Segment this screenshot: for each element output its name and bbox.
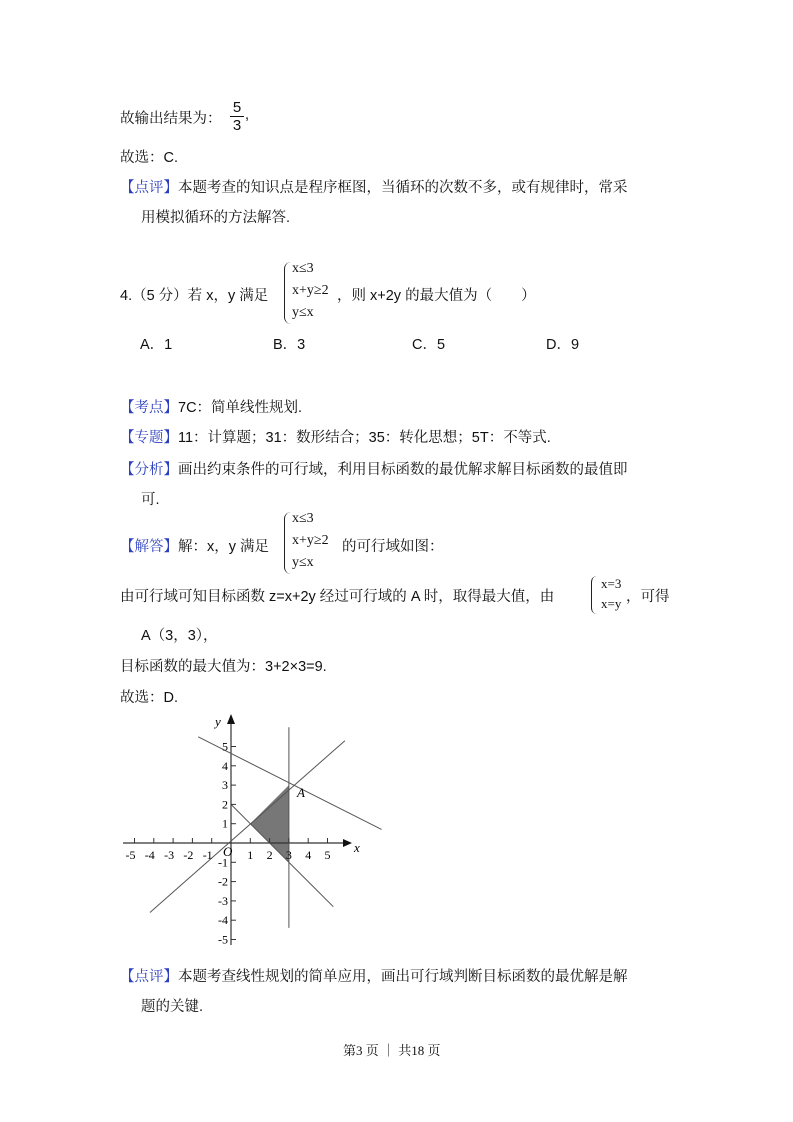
question-4-suffix: ，则 x+2y 的最大值为（ ） (337, 288, 536, 304)
x-axis-label: x (354, 840, 360, 855)
tag: 【点评】 (120, 969, 178, 985)
text: 7C：简单线性规划. (178, 400, 303, 416)
equation: x=3 (601, 576, 622, 591)
x-tick-label: 5 (324, 848, 331, 862)
x-tick-label: -5 (125, 848, 136, 862)
equation: x=y (601, 596, 622, 611)
x-tick-label: 1 (247, 848, 254, 862)
tag: 【解答】 (120, 539, 178, 555)
option-d: D．9 (546, 337, 580, 353)
origin-label: O (223, 844, 233, 859)
page-footer: 第3 页 ｜ 共18 页 (343, 1043, 441, 1058)
text: ，可得 (626, 589, 670, 605)
text: 本题考查线性规划的简单应用，画出可行域判断目标函数的最优解是解 (178, 969, 628, 985)
constraint: x≤3 (292, 511, 314, 526)
option-b: B．3 (273, 337, 306, 353)
denominator: 3 (230, 116, 244, 134)
y-tick-label: -3 (218, 893, 228, 908)
text: 题的关键. (141, 999, 204, 1015)
constraint: x+y≥2 (292, 533, 329, 548)
constraint: x+y≥2 (292, 283, 329, 298)
text: 画出约束条件的可行域，利用目标函数的最优解求解目标函数的最值即 (178, 462, 628, 478)
y-tick-label: 2 (222, 797, 228, 812)
choose-c: 故选：C. (120, 150, 178, 166)
text: A（3，3）， (141, 628, 218, 644)
comment-tag: 【点评】 (120, 180, 178, 196)
comma: , (245, 107, 250, 123)
text: 11：计算题；31：数形结合；35：转化思想；5T：不等式. (178, 430, 551, 446)
constraint: y≤x (292, 555, 314, 570)
y-tick-label: -1 (218, 855, 228, 870)
y-tick-label: 4 (222, 758, 228, 773)
numerator: 5 (232, 99, 242, 116)
y-tick-label: 5 (222, 739, 228, 754)
constraint: y≤x (292, 305, 314, 320)
constraint: x≤3 (292, 261, 314, 276)
comment-text-2: 用模拟循环的方法解答. (141, 210, 291, 226)
y-tick-label: -5 (218, 932, 228, 947)
x-tick-label: -3 (164, 848, 175, 862)
x-tick-label: -2 (183, 848, 194, 862)
y-tick-label: -2 (218, 874, 228, 889)
y-arrow-icon (227, 714, 235, 724)
text: 由可行域可知目标函数 z=x+2y 经过可行域的 A 时，取得最大值，由 (120, 589, 555, 605)
x-tick-label: 2 (266, 848, 273, 862)
text: 可. (141, 492, 160, 508)
text: 目标函数的最大值为：3+2×3=9. (120, 659, 327, 675)
option-a: A．1 (140, 337, 173, 353)
text: 故选：D. (120, 690, 178, 706)
option-c: C．5 (412, 337, 446, 353)
x-tick-label: -1 (202, 848, 213, 862)
comment2 (120, 965, 628, 986)
y-tick-label: 1 (222, 816, 228, 831)
comment-text: 本题考查的知识点是程序框图，当循环的次数不多，或有规律时，常采 (178, 180, 628, 196)
text: 的可行域如图： (342, 539, 444, 555)
y-axis-label: y (215, 714, 221, 729)
y-tick-label: 3 (222, 778, 228, 793)
x-tick-label: -4 (144, 848, 155, 862)
text: 解：x，y 满足 (178, 539, 270, 555)
line-y-eq-x (150, 741, 345, 913)
tag: 【考点】 (120, 400, 178, 416)
tag: 【分析】 (120, 462, 178, 478)
tag: 【专题】 (120, 430, 178, 446)
question-4: 4.（5 分）若 x，y 满足 (120, 288, 269, 304)
x-tick-label: 4 (305, 848, 312, 862)
y-tick-label: -4 (218, 913, 228, 928)
point-a-label: A (297, 785, 305, 800)
x-tick-label: 3 (285, 848, 292, 862)
output-text: 故输出结果为： (120, 111, 222, 127)
x-arrow-icon (343, 839, 352, 847)
